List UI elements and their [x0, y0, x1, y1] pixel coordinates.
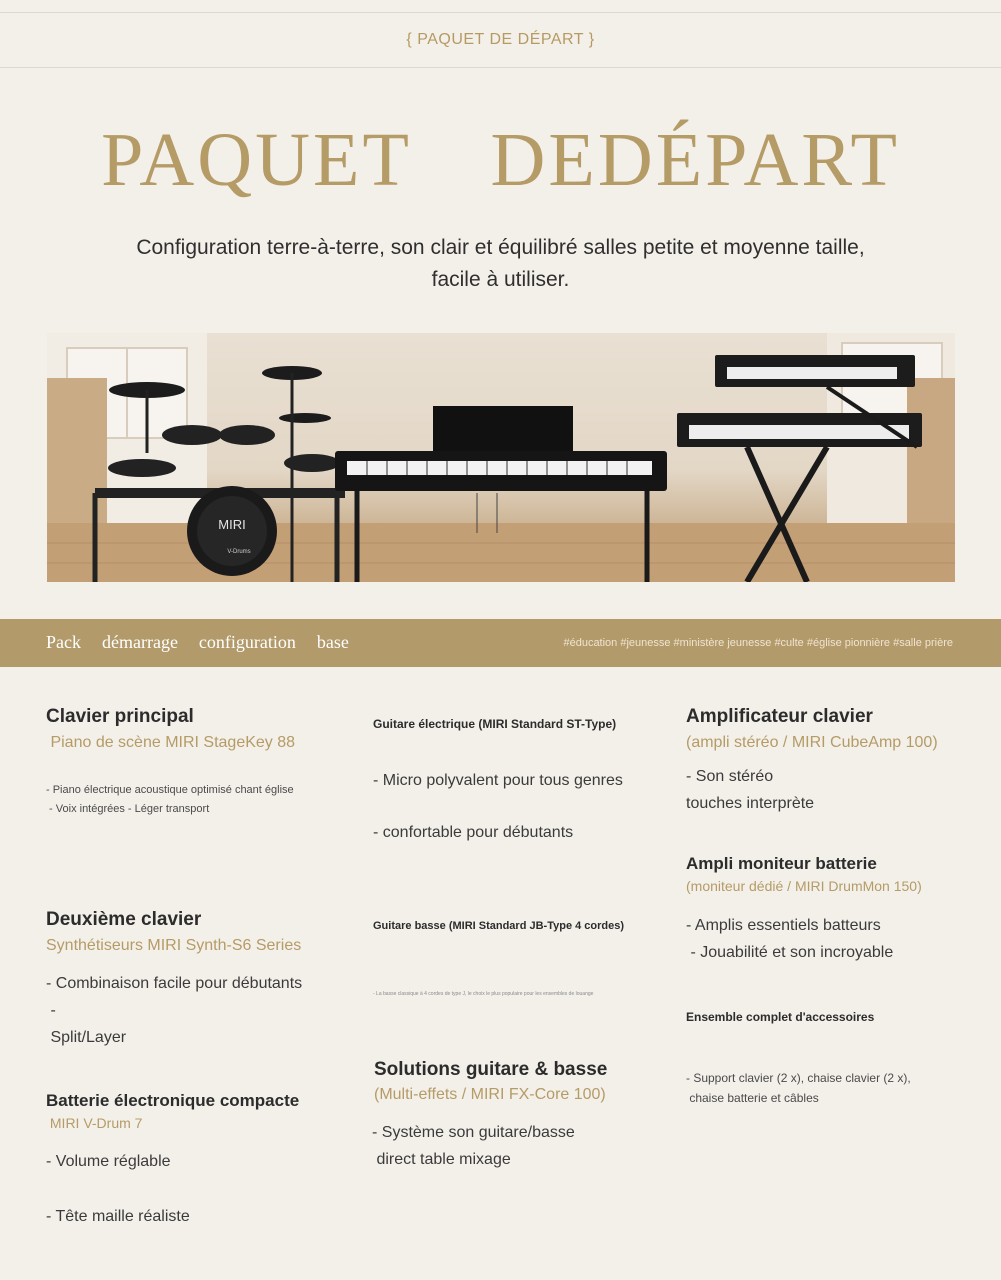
- guitare-electrique-heading: Guitare électrique (MIRI Standard ST-Type): [373, 717, 617, 731]
- deuxieme-clavier-line-3: Split/Layer: [46, 1029, 127, 1046]
- accessoires-heading: Ensemble complet d'accessoires: [686, 1010, 875, 1024]
- amplificateur-clavier-line-2: touches interprète: [686, 795, 815, 812]
- ampli-moniteur-heading: Ampli moniteur batterie: [686, 854, 877, 873]
- deuxieme-clavier-heading: Deuxième clavier: [46, 909, 202, 930]
- clavier-principal-line-1: - Piano électrique acoustique optimisé chant église: [46, 784, 294, 796]
- top-header-bar: [0, 12, 1001, 68]
- clavier-principal-model: Piano de scène MIRI StageKey 88: [46, 734, 296, 751]
- ampli-moniteur-model: (moniteur dédié / MIRI DrumMon 150): [686, 878, 922, 894]
- instruments-illustration: [47, 333, 955, 582]
- svg-text:V-Drums: V-Drums: [227, 549, 251, 555]
- accessoires-line-1: - Support clavier (2 x), chaise clavier (2 x),: [686, 1071, 911, 1085]
- page-title: PAQUET DEDÉPART: [101, 118, 900, 202]
- ampli-moniteur-line-2: - Jouabilité et son incroyable: [686, 944, 894, 961]
- guitare-electrique-line-2: - confortable pour débutants: [373, 824, 574, 841]
- svg-text:MIRI: MIRI: [218, 517, 246, 532]
- deuxieme-clavier-model: Synthétiseurs MIRI Synth-S6 Series: [46, 937, 302, 954]
- clavier-principal-heading: Clavier principal: [46, 706, 194, 727]
- pack-band-title: Pack démarrage configuration base: [46, 632, 349, 652]
- solutions-line-1: - Système son guitare/basse: [372, 1124, 575, 1141]
- ampli-moniteur-line-1: - Amplis essentiels batteurs: [686, 917, 881, 934]
- amplificateur-clavier-line-1: - Son stéréo: [686, 768, 774, 785]
- batterie-model: MIRI V-Drum 7: [46, 1115, 143, 1131]
- solutions-line-2: direct table mixage: [372, 1151, 511, 1168]
- batterie-line-2: - Tête maille réaliste: [46, 1208, 190, 1225]
- guitare-electrique-line-1: - Micro polyvalent pour tous genres: [373, 772, 623, 789]
- batterie-heading: Batterie électronique compacte: [46, 1091, 300, 1110]
- amplificateur-clavier-heading: Amplificateur clavier: [686, 706, 873, 727]
- header-label: { PAQUET DE DÉPART }: [406, 31, 595, 48]
- hero-image: [47, 333, 955, 582]
- guitare-basse-heading: Guitare basse (MIRI Standard JB-Type 4 cordes): [373, 920, 625, 932]
- subtitle-line-2: facile à utiliser.: [431, 268, 570, 291]
- deuxieme-clavier-line-2: -: [46, 1002, 56, 1019]
- solutions-heading: Solutions guitare & basse: [374, 1059, 608, 1080]
- batterie-line-1: - Volume réglable: [46, 1153, 171, 1170]
- solutions-model: (Multi-effets / MIRI FX-Core 100): [374, 1086, 606, 1103]
- amplificateur-clavier-model: (ampli stéréo / MIRI CubeAmp 100): [686, 734, 938, 751]
- guitare-basse-fine-print: - La basse classique à 4 cordes de type J, le choix le plus populaire pour les ensembles de louange: [373, 991, 594, 997]
- pack-band-tags: #éducation #jeunesse #ministère jeunesse #culte #église pionnière #salle prière: [563, 637, 953, 649]
- deuxieme-clavier-line-1: - Combinaison facile pour débutants: [46, 975, 303, 992]
- clavier-principal-line-2: - Voix intégrées - Léger transport: [46, 803, 210, 815]
- subtitle-line-1: Configuration terre-à-terre, son clair et équilibré salles petite et moyenne taille,: [136, 236, 865, 259]
- page-subtitle: [90, 232, 911, 296]
- accessoires-line-2: chaise batterie et câbles: [686, 1091, 819, 1105]
